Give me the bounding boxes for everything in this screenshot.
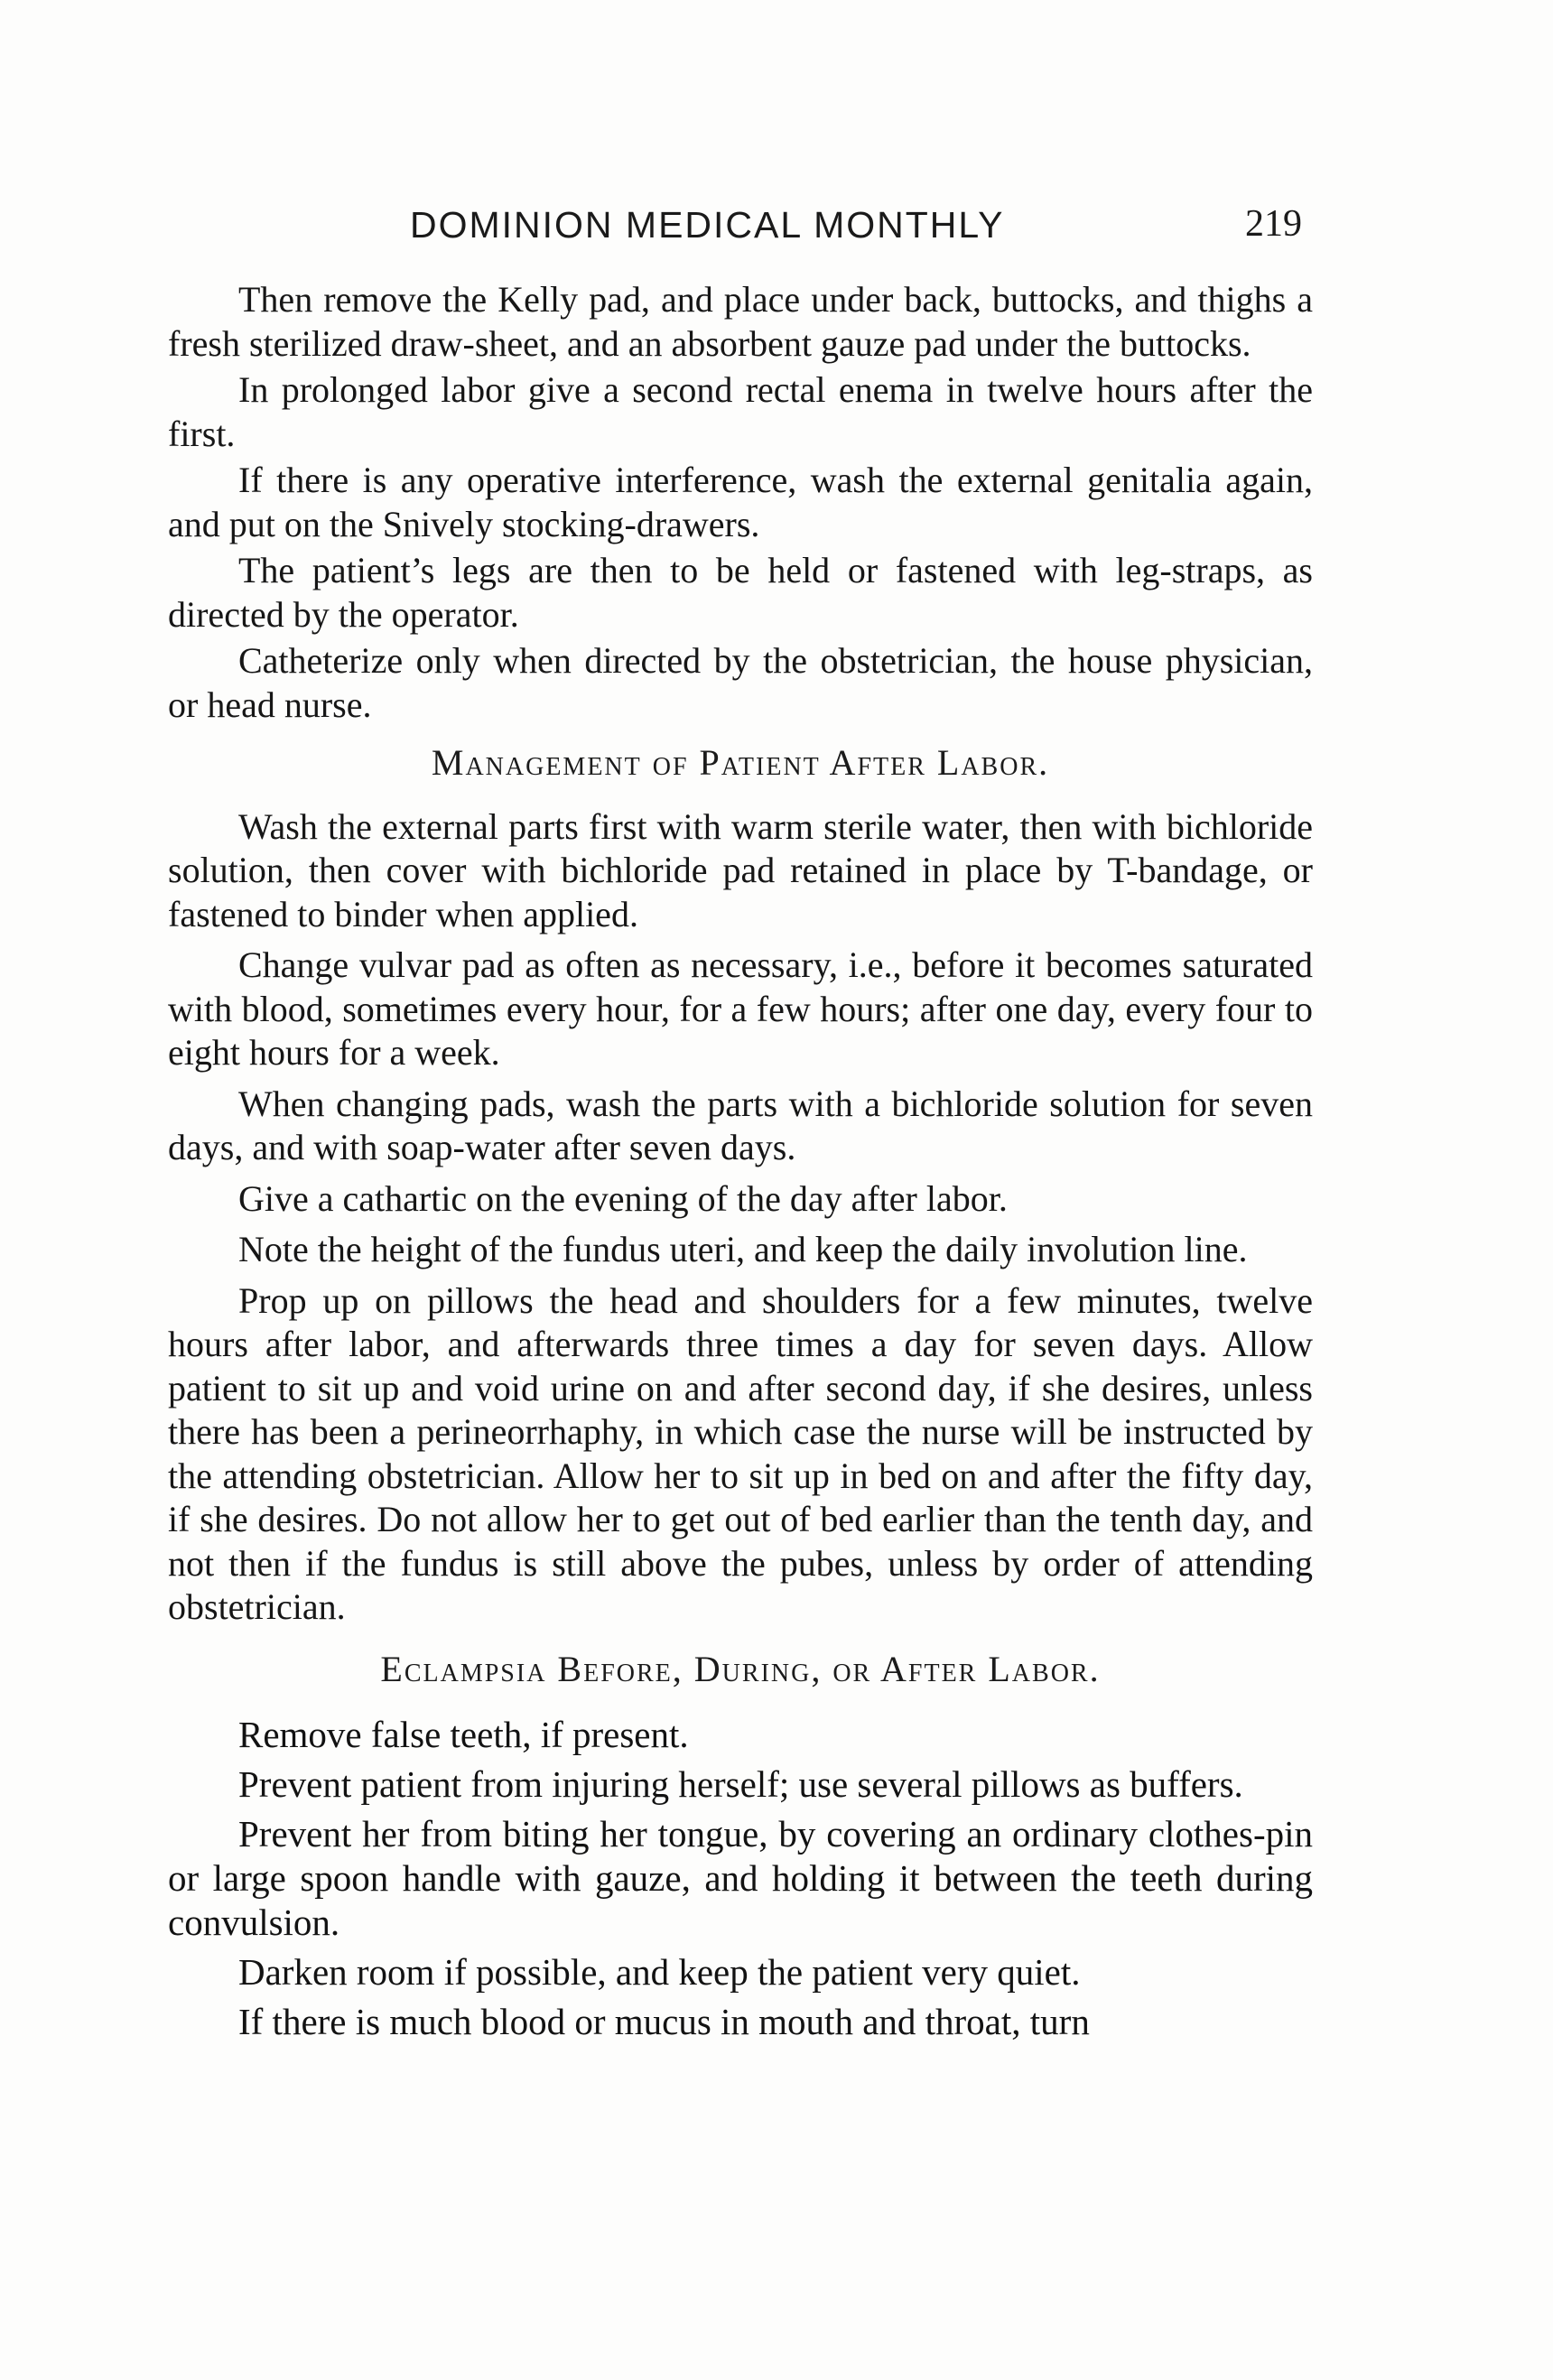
paragraph: Wash the external parts first with warm sterile water, then with bichloride solution, then cover with bichloride pad retained in place by T-bandage, or fastened to binder when applied. xyxy=(168,805,1313,934)
paragraph: Note the height of the fundus uteri, and keep the daily involution line. xyxy=(238,1229,1248,1269)
paragraph: Prevent patient from injuring herself; use several pillows as buffers. xyxy=(238,1763,1243,1805)
paragraph: Remove false teeth, if present. xyxy=(238,1714,689,1755)
paragraph: Catheterize only when directed by the obstetrician, the house physician, or head nurse. xyxy=(168,640,1313,725)
paragraph: Then remove the Kelly pad, and place under back, buttocks, and thighs a fresh sterilized draw-sheet, and an absorbent gauze pad under the buttocks. xyxy=(168,279,1313,364)
paragraph: If there is much blood or mucus in mouth and throat, turn xyxy=(238,2001,1090,2042)
paragraph: Change vulvar pad as often as necessary, i.e., before it becomes saturated with blood, sometimes every hour, for a few hours; after one day, every four to eight hours for a week. xyxy=(168,944,1313,1073)
body-text xyxy=(168,278,1313,2050)
paragraph: Prop up on pillows the head and shoulders for a few minutes, twelve hours after labor, and afterwards three times a day for seven days. Allow patient to sit up and void urine on and after second day, if she desires, unless there has been a perineorrhaphy, in which case the nurse will be instructed by the attending obstetrician. Allow her to sit up in bed on and after the fifty day, if she desires. Do not allow her to get out of bed earlier than the tenth day, and not then if the fundus is still above the pubes, unless by order of attending obstetrician. xyxy=(168,1279,1313,1627)
section-heading-management: Management of Patient After Labor. xyxy=(431,742,1050,783)
paragraph: If there is any operative interference, wash the external genitalia again, and put on the Snively stocking-drawers. xyxy=(168,460,1313,544)
running-head xyxy=(168,204,1313,258)
paragraph: Give a cathartic on the evening of the day after labor. xyxy=(238,1177,1008,1219)
journal-title: DOMINION MEDICAL MONTHLY xyxy=(410,204,1005,246)
section-heading-eclampsia: Eclampsia Before, During, or After Labor. xyxy=(380,1648,1101,1689)
eclampsia-section xyxy=(168,1713,1313,2044)
paragraph: The patient’s legs are then to be held or fastened with leg-straps, as directed by the operator. xyxy=(168,550,1313,635)
paragraph: Prevent her from biting her tongue, by covering an ordinary clothes-pin or large spoon handle with gauze, and holding it between the teeth during convulsion. xyxy=(168,1813,1313,1943)
page-number: 219 xyxy=(1245,203,1302,245)
paragraph: When changing pads, wash the parts with a bichloride solution for seven days, and with soap-water after seven days. xyxy=(168,1083,1313,1167)
paragraph: In prolonged labor give a second rectal enema in twelve hours after the first. xyxy=(168,369,1313,454)
paragraph: Darken room if possible, and keep the patient very quiet. xyxy=(238,1951,1081,1993)
